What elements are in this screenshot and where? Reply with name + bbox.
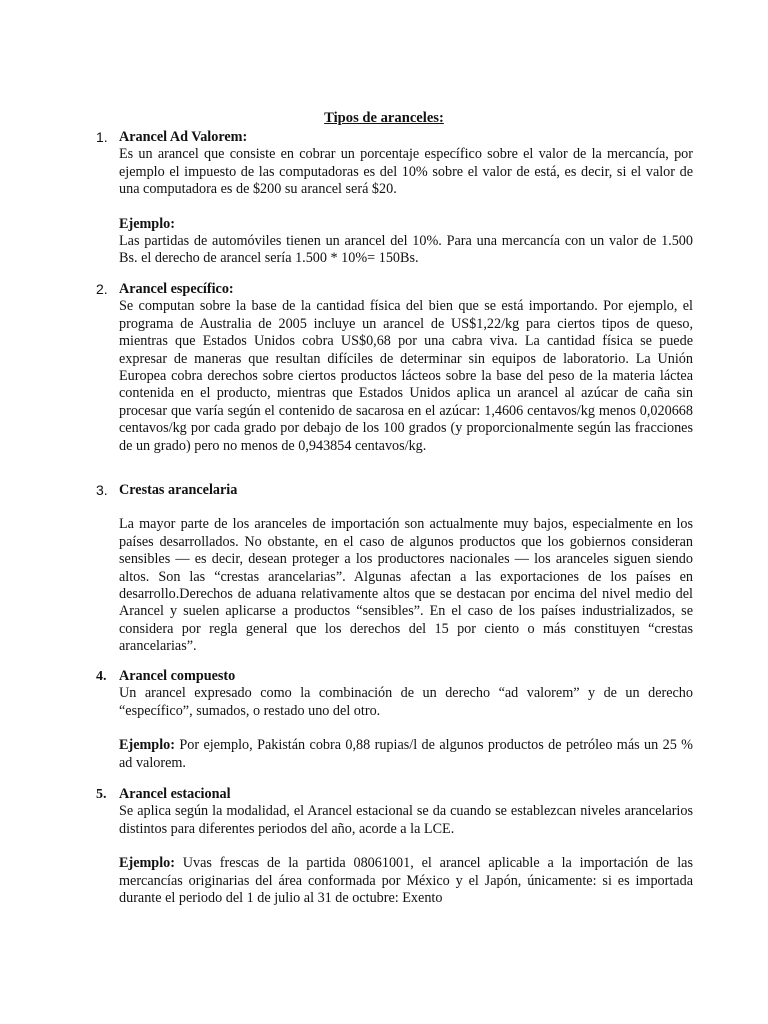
example-label: Ejemplo: xyxy=(119,737,175,754)
example-label: Ejemplo: xyxy=(119,855,175,872)
section-text: Se aplica según la modalidad, el Arancel estacional se da cuando se establezcan niveles arancelarios distintos para diferentes periodos del año, acorde a la LCE. xyxy=(119,803,693,837)
section-text: La mayor parte de los aranceles de importación son actualmente muy bajos, especialmente en los países desarrollados. No obstante, en el caso de algunos productos que los gobiernos consideran sensibles — es decir, desean proteger a los productores nacionales — los aranceles siguen siendo altos. Son las “crestas arancelarias”. Algunas afectan a las exportaciones de los países en desarrollo.Derechos de aduana relativamente altos que se destacan por encima del nivel medio del Arancel y suelen aplicarse a productos “sensibles”. En el caso de los países industrializados, se considera por regla general que los derechos del 15 por ciento o más constituyen “crestas arancelarias”. xyxy=(119,516,693,655)
section-text: Se computan sobre la base de la cantidad física del bien que se está importando. Por ejemplo, el programa de Australia de 2005 incluye un arancel de US$1,22/kg para ciertos tipos de queso, mientras que Estados Unidos cobra US$0,68 por una cabra viva. La cantidad física se puede expresar de maneras que resultan difíciles de determinar sin equipos de laboratorio. La Unión Europea cobra derechos sobre ciertos productos lácteos sobre la base del peso de la materia láctea contenida en el producto, mientras que Estados Unidos aplica un arancel al azúcar de caña sin procesar que varía según el contenido de sacarosa en el azúcar: 1,4606 centavos/kg menos 0,020668 centavos/kg por cada grado por debajo de los 100 grados (y proporcionalmente según las fracciones de un grado) pero no menos de 0,943854 centavos/kg. xyxy=(119,298,693,454)
example-text: Por ejemplo, Pakistán cobra 0,88 rupias/l de algunos productos de petróleo más un 25 % ad valorem. xyxy=(119,737,693,771)
section-text: Un arancel expresado como la combinación de un derecho “ad valorem” y de un derecho “específico”, sumados, o restado uno del otro. xyxy=(119,685,693,719)
section-number: 1. xyxy=(96,129,108,145)
section-heading: Arancel específico: xyxy=(119,281,234,297)
example-text: Uvas frescas de la partida 08061001, el arancel aplicable a la importación de las mercancías originarias del área conformada por México y el Japón, únicamente: si es importada durante el periodo del 1 de julio al 31 de octubre: Exento xyxy=(119,855,693,907)
section-heading: Arancel Ad Valorem: xyxy=(119,129,248,145)
example-label: Ejemplo: xyxy=(119,215,175,232)
section-number: 4. xyxy=(96,669,107,684)
section-number: 3. xyxy=(96,482,108,498)
section-heading: Arancel estacional xyxy=(119,786,231,802)
section-number: 5. xyxy=(96,787,107,802)
example-paragraph xyxy=(119,855,693,907)
example-paragraph xyxy=(119,737,693,772)
section-number: 2. xyxy=(96,281,108,297)
document-title: Tipos de aranceles: xyxy=(324,110,444,126)
section-heading: Crestas arancelaria xyxy=(119,482,238,498)
section-heading: Arancel compuesto xyxy=(119,668,236,684)
section-text: Es un arancel que consiste en cobrar un porcentaje específico sobre el valor de la mercancía, por ejemplo el impuesto de las computadoras es del 10% sobre el valor de está, es decir, si el valor de una computadora es de $200 su arancel será $20. xyxy=(119,146,693,198)
example-text: Las partidas de automóviles tienen un arancel del 10%. Para una mercancía con un valor de 1.500 Bs. el derecho de arancel sería 1.500 * 10%= 150Bs. xyxy=(119,233,693,267)
